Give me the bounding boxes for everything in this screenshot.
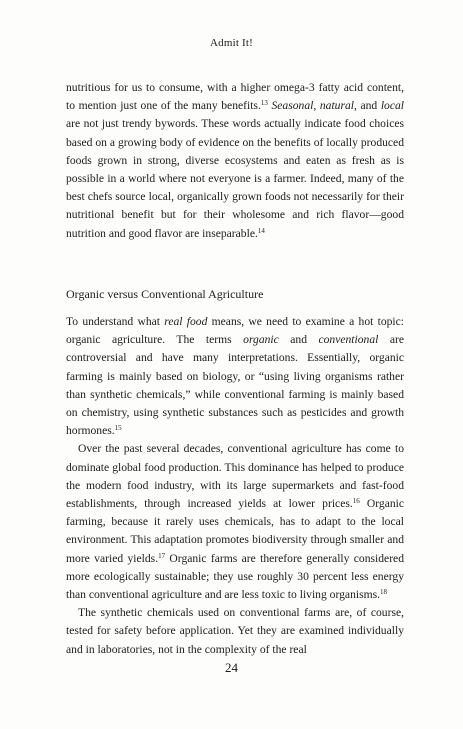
body-text: are controversial and have many interpretations. Essentially, organic farming is mainly based on biology, or “using living organisms rather than synthetic chemicals,” while conventional farming is mainly based on chemistry, using synthetic substances such as pesticides and growth hormones. <box>66 333 404 438</box>
body-text: and <box>278 333 319 347</box>
emphasis-text: Seasonal <box>271 99 314 113</box>
body-text: Over the past several decades, conventional agriculture has come to dominate global food production. This dominance has helped to produce the modern food industry, with its large supermarkets and fast-food establishments, through increased yields at lower prices. <box>66 442 404 511</box>
paragraph <box>66 440 404 604</box>
body-text: , <box>313 99 320 113</box>
paragraph <box>66 313 404 440</box>
body-text: are not just trendy bywords. These words actually indicate food choices based on a growing body of evidence on the benefits of locally produced foods grown in strong, diverse ecosystems and eaten as fresh as is possible in a world where not everyone is a farmer. Indeed, many of the best chefs source local, organically grown foods not necessarily for their nutritional benefit but for their wholesome and rich flavor—good nutrition and good flavor are inseparable. <box>66 117 404 240</box>
text-block-section <box>66 313 404 659</box>
footnote-ref: 15 <box>114 424 122 433</box>
emphasis-text: natural <box>319 99 354 113</box>
page-number: 24 <box>225 660 238 675</box>
body-text: , and <box>354 99 381 113</box>
footnote-ref: 18 <box>380 588 388 597</box>
body-text: The synthetic chemicals used on conventional farms are, of course, tested for safety before application. Yet they are examined individually and in laboratories, not in the complexity of the real <box>66 606 404 656</box>
footnote-ref: 16 <box>352 497 360 506</box>
body-text: Organic farming, because it rarely uses chemicals, has to adapt to the local environment. This adaptation promotes biodiversity through smaller and more varied yields. <box>66 497 404 565</box>
body-text: means, we need to examine a hot topic: organic agriculture. The terms <box>66 315 405 347</box>
emphasis-text: local <box>380 99 405 113</box>
body-text: To understand what <box>66 315 165 328</box>
emphasis-text: organic <box>243 333 279 347</box>
body-text: nutritious for us to consume, with a higher omega-3 fatty acid content, to mention just one of the many benefits. <box>66 81 404 113</box>
emphasis-text: conventional <box>318 333 379 347</box>
running-head: Admit It! <box>209 37 254 49</box>
paragraph <box>66 79 404 243</box>
emphasis-text: real food <box>164 315 208 328</box>
body-text: Organic farms are therefore generally considered more ecologically sustainable; they use roughly 30 percent less energy than conventional agriculture and are less toxic to living organisms. <box>66 551 404 602</box>
section-heading: Organic versus Conventional Agriculture <box>66 287 264 301</box>
footnote-ref: 13 <box>260 99 268 108</box>
footnote-ref: 17 <box>158 551 166 560</box>
paragraph <box>66 604 404 659</box>
text-block-intro <box>66 79 404 243</box>
footnote-ref: 14 <box>257 226 265 235</box>
